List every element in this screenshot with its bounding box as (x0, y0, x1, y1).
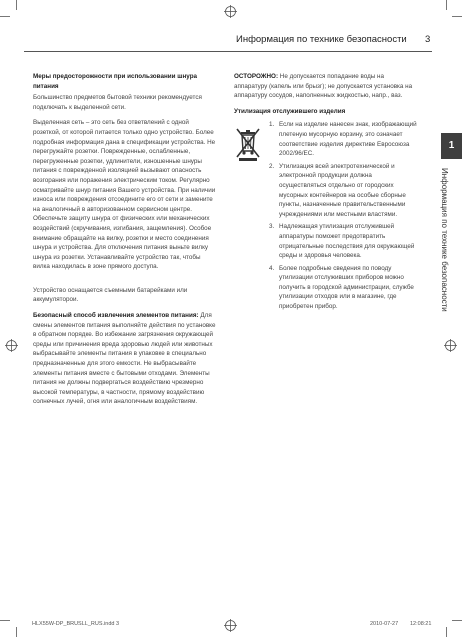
registration-mark-icon (224, 5, 237, 18)
page-header-title: Информация по технике безопасности (236, 34, 407, 45)
crop-mark (452, 620, 462, 621)
disposal-heading: Утилизация отслужившего изделия (234, 107, 346, 115)
paragraph: Выделенная сеть – это сеть без ответвлений с одной розеткой, от которой питается только одно устройство. Более подробная информация дана в спецификации устройства. Не перегружайте розетки. Поврежденные, ослабленные, перегруженные розетки, удлинители, изношенные шнуры питания с поврежденной изоляцией вызывают опасность возгорания или поражения электрическим током. Регулярно осматривайте шнур питания Вашего устройства. При наличии износа или повреждения отсоедините его от сети и замените на аналогичный в авторизованном сервисном центре. Обеспечьте защиту шнура от физических или механических воздействий (скручивания, изгибания, защемления). Особое внимание обращайте на вилку, розетки и место соединения шнура и устройства. Для отключения питания выньте вилку шнура из розетки. Устанавливайте устройство так, чтобы вилка находилась в зоне прямого доступа. (33, 119, 216, 271)
crop-mark (16, 0, 17, 10)
chapter-side-label-text: Информация по технике безопасности (440, 168, 449, 312)
list-item (269, 222, 419, 260)
battery-removal-label: Безопасный способ извлечения элементов питания: (33, 312, 199, 320)
list-item-number: 4. (269, 264, 275, 272)
list-item-text: Утилизация всей электротехнической и электронной продукции должна осуществляться отдельно от городских мусорных контейнеров на особые сборные пункты, назначенные правительственными учреждениями или местными властями. (279, 162, 406, 218)
caution-label: ОСТОРОЖНО: (234, 73, 279, 80)
paragraph: Большинство предметов бытовой техники рекомендуется подключать к выделенной сети. (33, 94, 202, 111)
crop-mark (0, 16, 10, 17)
footer-date: 2010-07-27 (370, 621, 399, 627)
crop-mark (0, 620, 10, 621)
footer-time: 12:08:21 (410, 621, 432, 627)
list-item-text: Если на изделие нанесен знак, изображающий плетеную мусорную корзину, это означает соответствие изделия директиве Евросоюза 2002/96/ЕС. (279, 121, 417, 158)
page-number: 3 (425, 34, 431, 45)
footer-filename: HLX55W-DP_BRUSLL_RUS.indd 3 (32, 621, 120, 627)
registration-mark-icon (444, 339, 457, 352)
list-item-number: 1. (269, 121, 275, 129)
crop-mark (452, 16, 462, 17)
paragraph: Устройство оснащается съемными батарейками или аккумуляторои. (33, 286, 188, 304)
crop-mark (446, 627, 447, 637)
crossed-out-wheelie-bin-icon (234, 126, 262, 162)
crop-mark (16, 627, 17, 637)
registration-mark-icon (5, 339, 18, 352)
right-column (234, 72, 419, 356)
header-divider (24, 51, 432, 52)
list-item (269, 120, 419, 158)
caution-paragraph (234, 72, 419, 101)
power-cord-heading: Меры предосторожности при использовании шнура питания (33, 73, 198, 90)
left-column (33, 72, 216, 413)
battery-removal-text: Для смены элементов питания выполняйте действия по установке в обратном порядке. Во избежание загрязнения окружающей среды или причинения вреда здоровью людей или животных выбрасывайте элементы питания в упаковке в специально предназначенные для этого емкости. Не выбрасывайте элементы питания вместе с бытовыми отходами. Элементы питания не должны подвергаться воздействию чрезмерно высокой температуры, в частности, прямому воздействию солнечных лучей, огня или аналогичным воздействиям. (33, 312, 216, 406)
list-item (269, 162, 419, 220)
list-item-number: 3. (269, 223, 275, 231)
crop-mark (446, 0, 447, 10)
list-item-text: Более подробные сведения по поводу утилизации отслуживших приборов можно получить в городской администрации, службе утилизации отходов или в магазине, где приобретен прибор. (279, 264, 414, 311)
list-item (269, 264, 419, 312)
list-item-number: 2. (269, 162, 275, 170)
chapter-tab: 1 (441, 133, 462, 159)
registration-mark-icon (224, 619, 237, 632)
caution-text: Не допускается попадание воды на аппаратуру (капель или брызг); не допускается установка на аппаратуру сосудов, наполненных жидкостью, напр., ваз. (234, 73, 413, 100)
list-item-text: Надлежащая утилизация отслужившей аппаратуры поможет предотвратить отрицательные последствия для окружающей среды и здоровья человека. (279, 223, 415, 260)
chapter-side-label (440, 168, 462, 312)
battery-removal-paragraph (33, 311, 216, 407)
disposal-list (269, 120, 419, 314)
disposal-section (234, 120, 419, 356)
